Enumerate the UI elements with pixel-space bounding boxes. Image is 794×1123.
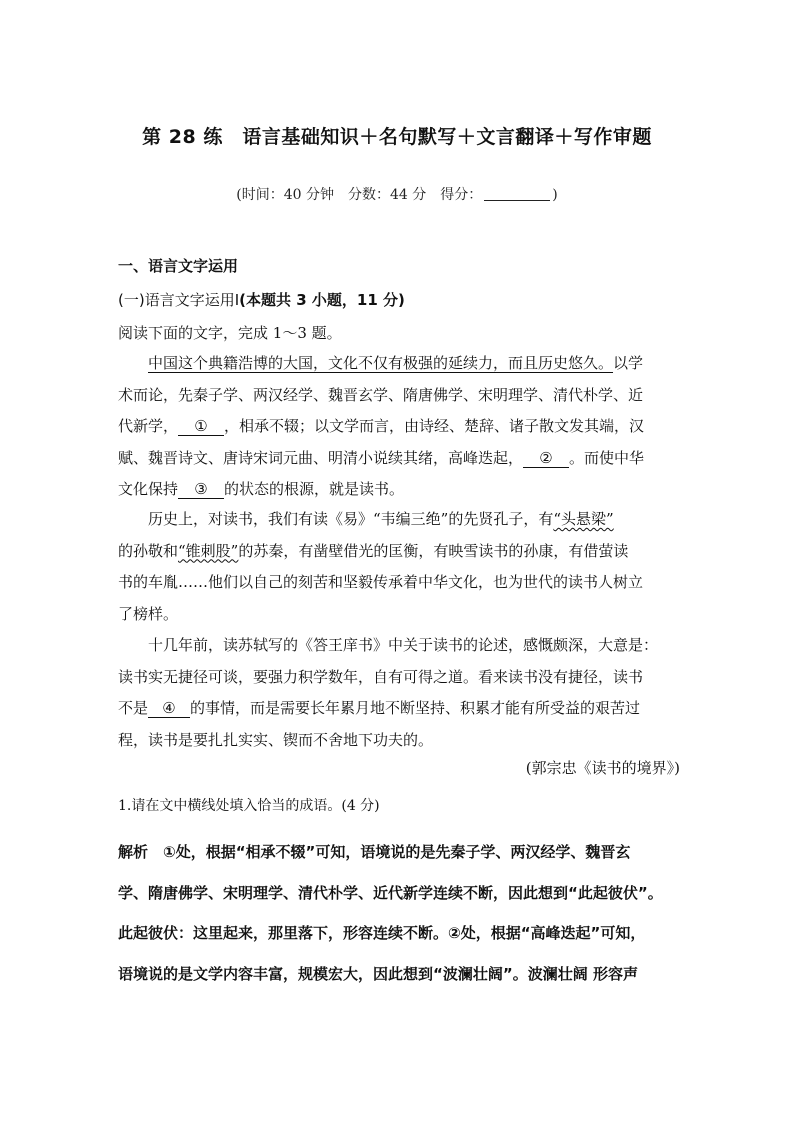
blank-3: ③ [178, 480, 224, 499]
question-1: 1.请在文中横线处填入恰当的成语。(4 分) [118, 798, 380, 814]
wavy-underlined-phrase: “锥刺股” [178, 541, 239, 560]
passage-paragraph-2 [118, 504, 680, 630]
text-segment: 以学 [613, 354, 644, 372]
text-line: 书的车胤……他们以自己的刻苦和坚毅传承着中华文化，也为世代的读书人树立 [118, 573, 644, 591]
analysis-line: 此起彼伏：这里起来，那里落下，形容连续不断。②处，根据“高峰迭起”可知， [118, 924, 646, 942]
exam-info [0, 184, 794, 204]
sub-heading-note: (本题共 3 小题，11 分) [239, 291, 405, 309]
text-line: 读书实无捷径可谈，要强力积学数年，自有可得之道。看来读书没有捷径，读书 [118, 667, 644, 686]
exam-info-close: ) [552, 187, 558, 203]
passage-paragraph-3 [118, 630, 680, 756]
text-segment: 的孙敬和 [118, 541, 179, 560]
text-line [118, 411, 680, 443]
blank-1: ① [178, 417, 224, 436]
text-line [118, 474, 680, 506]
text-line [118, 693, 680, 725]
analysis-block [118, 832, 692, 994]
exam-info-text: (时间：40 分钟 分数：44 分 得分： [236, 187, 483, 203]
underlined-sentence: 中国这个典籍浩博的大国，文化不仅有极强的延续力，而且历史悠久。 [148, 354, 614, 372]
text-line: 了榜样。 [118, 604, 179, 623]
text-line [118, 536, 680, 568]
instruction: 阅读下面的文字，完成 1～3 题。 [118, 324, 342, 342]
blank-2: ② [523, 449, 569, 468]
text-segment: 的事情，而是需要长年累月地不断坚持、积累才能有所受益的艰苦过 [190, 699, 641, 717]
text-segment: 赋、魏晋诗文、唐诗宋词元曲、明清小说续其绪，高峰迭起， [118, 448, 524, 467]
blank-4: ④ [148, 699, 190, 718]
passage-source: (郭宗忠《读书的境界》) [525, 759, 680, 777]
page-title: 第 28 练 语言基础知识＋名句默写＋文言翻译＋写作审题 [142, 126, 652, 148]
text-segment: 代新学， [118, 417, 179, 435]
sub-heading-label: (一)语言文字运用Ⅰ [118, 291, 240, 309]
text-line [118, 504, 680, 536]
analysis-line: 语境说的是文学内容丰富，规模宏大，因此想到“波澜壮阔”。波澜壮阔 形容声 [118, 964, 638, 983]
section-heading: 一、语言文字运用 [118, 257, 239, 275]
text-line [118, 348, 680, 380]
score-blank [484, 186, 550, 201]
text-line: 十几年前，读苏轼写的《答王庠书》中关于读书的论述，感慨颇深，大意是： [148, 636, 659, 654]
wavy-underlined-phrase: “头悬梁” [553, 510, 614, 528]
sub-heading [118, 289, 680, 310]
analysis-line: 解析 ①处，根据“相承不辍”可知，语境说的是先秦子学、两汉经学、魏晋玄 [118, 843, 631, 861]
text-segment: ，相承不辍；以文学而言，由诗经、楚辞、诸子散文发其端，汉 [224, 417, 645, 435]
text-segment: 的苏秦，有凿壁借光的匡衡，有映雪读书的孙康，有借萤读 [238, 541, 629, 560]
text-line: 程，读书是要扎扎实实、锲而不舍地下功夫的。 [118, 730, 434, 749]
passage-paragraph-1 [118, 348, 680, 506]
text-line [118, 443, 680, 475]
text-segment: 不是 [118, 699, 149, 717]
text-segment: 历史上，对读书，我们有读《易》“韦编三绝”的先贤孔子，有 [148, 510, 554, 528]
analysis-line: 学、隋唐佛学、宋明理学、清代朴学、近代新学连续不断，因此想到“此起彼伏”。 [118, 883, 663, 902]
text-segment: 。而使中华 [569, 448, 645, 467]
text-segment: 文化保持 [118, 480, 179, 498]
text-line: 术而论，先秦子学、两汉经学、魏晋玄学、隋唐佛学、宋明理学、清代朴学、近 [118, 385, 644, 404]
text-segment: 的状态的根源，就是读书。 [224, 480, 405, 498]
